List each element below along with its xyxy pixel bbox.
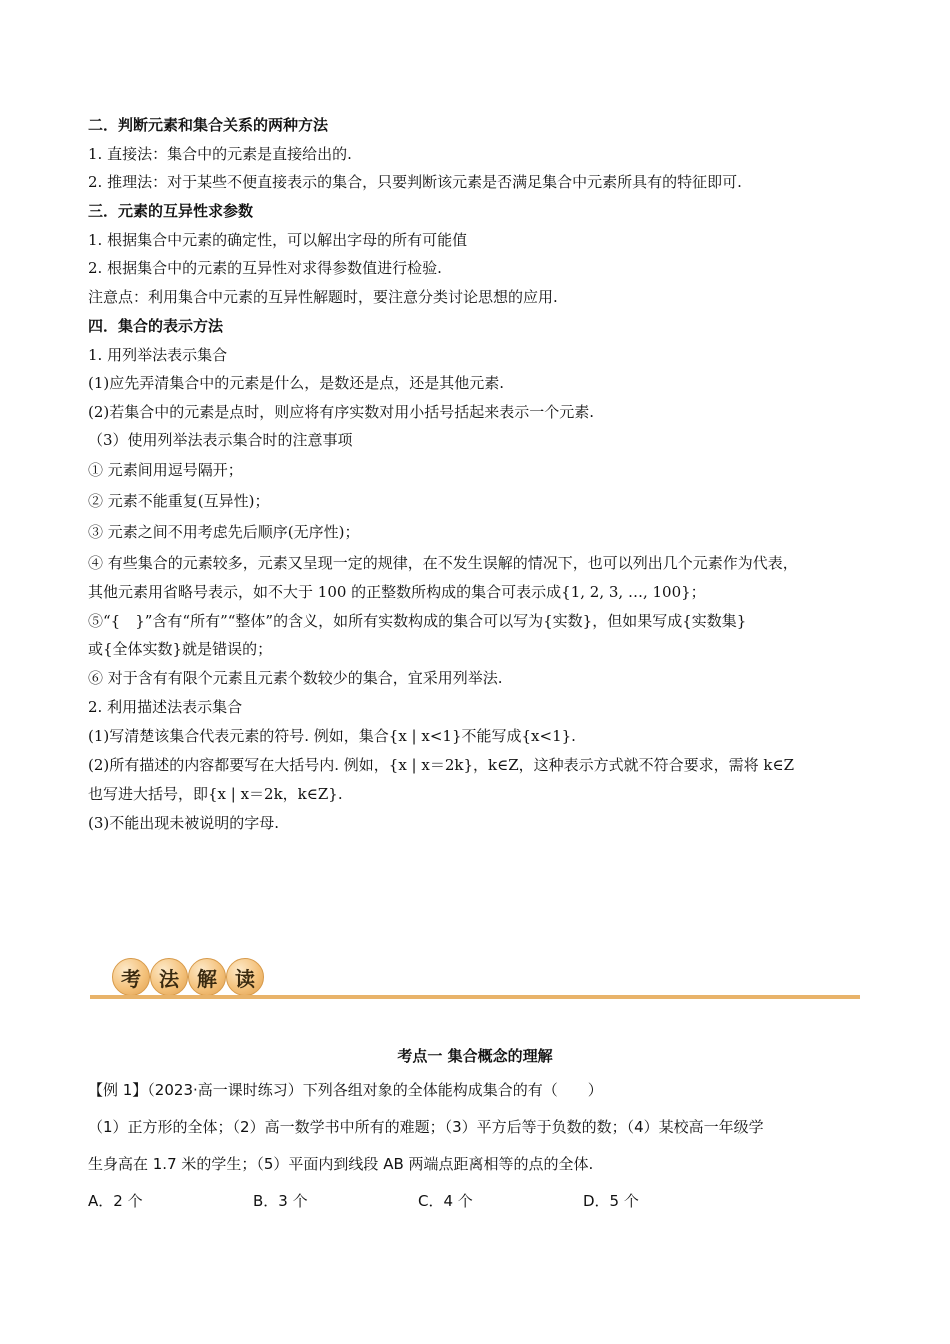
banner-char: 法 [150, 958, 188, 996]
section2-item-2: 2. 推理法：对于某些不便直接表示的集合，只要判断该元素是否满足集合中元素所具有的特征即可. [88, 173, 742, 191]
option-b: B．3 个 [253, 1192, 308, 1210]
example-1-body-1: （1）正方形的全体；（2）高一数学书中所有的难题；（3）平方后等于负数的数；（4）某校高一年级学 [88, 1118, 764, 1136]
section2-heading: 二．判断元素和集合关系的两种方法 [88, 116, 329, 134]
section4-line: （3）使用列举法表示集合时的注意事项 [88, 431, 353, 449]
section4-line: (2)若集合中的元素是点时，则应将有序实数对用小括号括起来表示一个元素. [88, 403, 595, 421]
section4-line: ① 元素间用逗号隔开； [88, 461, 243, 479]
section4-line: ⑤“{ }”含有“所有”“整体”的含义，如所有实数构成的集合可以写为{实数}，但如果写成{实数集} [88, 612, 747, 630]
example-1-body-2: 生身高在 1.7 米的学生；（5）平面内到线段 AB 两端点距离相等的点的全体. [88, 1155, 594, 1173]
section4-line: (3)不能出现未被说明的字母. [88, 814, 280, 832]
section4-line: ② 元素不能重复(互异性)； [88, 492, 270, 510]
section2-item-1: 1. 直接法：集合中的元素是直接给出的. [88, 145, 352, 163]
example-1-stem: 【例 1】（2023·高一课时练习）下列各组对象的全体能构成集合的有（ ） [88, 1081, 603, 1099]
section4-line: (1)应先弄清集合中的元素是什么，是数还是点，还是其他元素. [88, 374, 505, 392]
banner-rule [90, 995, 860, 999]
section4-line: 或{全体实数}就是错误的； [88, 640, 273, 658]
section4-line: 也写进大括号，即{x | x＝2k，k∈Z}. [88, 785, 343, 803]
option-a: A．2 个 [88, 1192, 143, 1210]
section4-line: (2)所有描述的内容都要写在大括号内. 例如，{x | x＝2k}，k∈Z，这种表示方式就不符合要求，需将 k∈Z [88, 756, 795, 774]
banner-char: 读 [226, 958, 264, 996]
section4-line: ③ 元素之间不用考虑先后顺序(无序性)； [88, 523, 360, 541]
section3-note: 注意点：利用集合中元素的互异性解题时，要注意分类讨论思想的应用. [88, 288, 558, 306]
kaofa-jiedu-banner [90, 958, 860, 1002]
section4-heading: 四．集合的表示方法 [88, 317, 224, 335]
banner-char: 解 [188, 958, 226, 996]
kaodian-title: 考点一 集合概念的理解 [397, 1047, 553, 1065]
section3-item-2: 2. 根据集合中的元素的互异性对求得参数值进行检验. [88, 259, 442, 277]
section4-line: 2. 利用描述法表示集合 [88, 698, 243, 716]
section4-line: 其他元素用省略号表示，如不大于 100 的正整数所构成的集合可表示成{1, 2, 3, …, 100}； [88, 583, 706, 601]
section4-line: ④ 有些集合的元素较多，元素又呈现一定的规律，在不发生误解的情况下，也可以列出几个元素作为代表， [88, 554, 798, 572]
section4-line: ⑥ 对于含有有限个元素且元素个数较少的集合，宜采用列举法. [88, 669, 503, 687]
section3-heading: 三．元素的互异性求参数 [88, 202, 254, 220]
option-d: D．5 个 [583, 1192, 639, 1210]
section4-line: (1)写清楚该集合代表元素的符号. 例如，集合{x | x<1}不能写成{x<1}. [88, 727, 576, 745]
section4-line: 1. 用列举法表示集合 [88, 346, 228, 364]
section3-item-1: 1. 根据集合中元素的确定性，可以解出字母的所有可能值 [88, 231, 468, 249]
option-c: C．4 个 [418, 1192, 473, 1210]
banner-char: 考 [112, 958, 150, 996]
